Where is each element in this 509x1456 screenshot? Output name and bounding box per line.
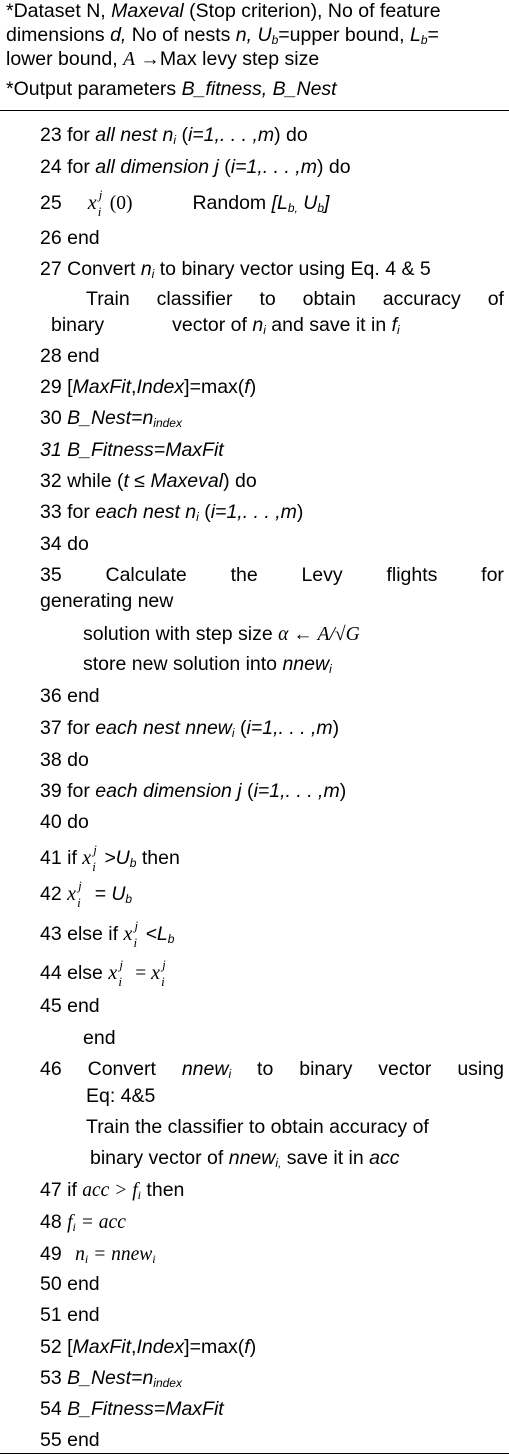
line-46: 46 Convert nnew$_i$ to binary vector using xyxy=(40,1058,504,1081)
line-46-cont-1: Eq: 4&5 xyxy=(86,1085,156,1107)
line-46-cont-2: Train the classifier to obtain accuracy of xyxy=(86,1116,429,1138)
line-42: 42 x j i = $U_b$ xyxy=(40,878,133,910)
line-38: 38 do xyxy=(40,749,89,771)
line-49: 49 $n_i$ = nnew$_i$ xyxy=(40,1243,156,1266)
line-33: 33 for each nest $n_i$ (i=1,. . . ,m) xyxy=(40,501,304,524)
line-27: 27 Convert $n_i$ to binary vector using Eq. 4 & 5 xyxy=(40,258,431,281)
line-36: 36 end xyxy=(40,685,100,707)
line-23: 23 for all nest $n_i$ (i=1,. . . ,m) do xyxy=(40,124,308,147)
line-35: 35 Calculate the Levy flights for xyxy=(40,564,504,586)
x-i-j-symbol: x j i xyxy=(123,918,139,950)
x-i-j-symbol: x j i xyxy=(67,878,82,910)
header-line-3: lower bound, A →Max levy step size xyxy=(6,48,320,70)
line-51: 51 end xyxy=(40,1304,100,1326)
line-25: 25 x j i (0) Random [$L_{b,}$ $U_b$] xyxy=(40,187,330,219)
line-47: 47 if acc > $f_i$ then xyxy=(40,1179,185,1202)
line-35-cont-1: generating new xyxy=(40,590,174,612)
line-27-cont-1: Train classifier to obtain accuracy of xyxy=(86,288,504,310)
line-32: 32 while (t ≤ Maxeval) do xyxy=(40,470,257,492)
line-45-cont: end xyxy=(83,1027,116,1049)
bottom-rule xyxy=(0,1453,509,1454)
line-55: 55 end xyxy=(40,1429,100,1451)
line-26: 26 end xyxy=(40,227,100,249)
line-44: 44 else x j i = x j i xyxy=(40,961,173,986)
line-37: 37 for each nest nnew$_i$ (i=1,. . . ,m) xyxy=(40,717,340,740)
line-31: 31 B_Fitness=MaxFit xyxy=(40,439,224,461)
line-53: 53 $B\_Nest=n_{index}$ xyxy=(40,1367,182,1390)
top-rule xyxy=(0,110,509,111)
line-48: 48 $f_i$ = acc xyxy=(40,1211,126,1234)
line-34: 34 do xyxy=(40,533,89,555)
line-40: 40 do xyxy=(40,811,89,833)
header-line-4: *Output parameters B_fitness, B_Nest xyxy=(6,78,337,100)
line-35-cont-3: store new solution into nnew$_i$ xyxy=(83,653,332,676)
line-30: 30 $B\_Nest=n_{index}$ xyxy=(40,407,182,430)
line-45: 45 end xyxy=(40,995,100,1017)
x-i-j-symbol: x j i xyxy=(108,957,123,989)
line-46-cont-3: binary vector of nnew$_{i,}$ save it in acc xyxy=(90,1147,400,1170)
line-50: 50 end xyxy=(40,1273,100,1295)
line-24: 24 for all dimension j (i=1,. . . ,m) do xyxy=(40,156,351,178)
header-line-2: dimensions d, No of nests n, $U_b=upper$ bound, $L_b=$ xyxy=(6,24,439,47)
line-43: 43 else if x j i $<L_b$ xyxy=(40,918,175,950)
line-35-cont-2: solution with step size α ← A/√G xyxy=(83,623,360,645)
line-41: 41 if x j i $>U_b$ then xyxy=(40,842,180,874)
x-i-j-symbol: x j i xyxy=(87,187,103,219)
line-54: 54 B_Fitness=MaxFit xyxy=(40,1398,224,1420)
line-39: 39 for each dimension j (i=1,. . . ,m) xyxy=(40,780,347,802)
x-i-j-symbol: x j i xyxy=(151,957,166,989)
line-29: 29 [MaxFit,Index]=max(f) xyxy=(40,376,257,398)
line-27-cont-2: binary vector of $n_i$ and save it in $f_i$ xyxy=(51,314,400,337)
line-28: 28 end xyxy=(40,345,100,367)
line-52: 52 [MaxFit,Index]=max(f) xyxy=(40,1336,257,1358)
header-line-1: *Dataset N, Maxeval (Stop criterion), No of feature xyxy=(6,0,441,22)
x-i-j-symbol: x j i xyxy=(82,842,97,874)
